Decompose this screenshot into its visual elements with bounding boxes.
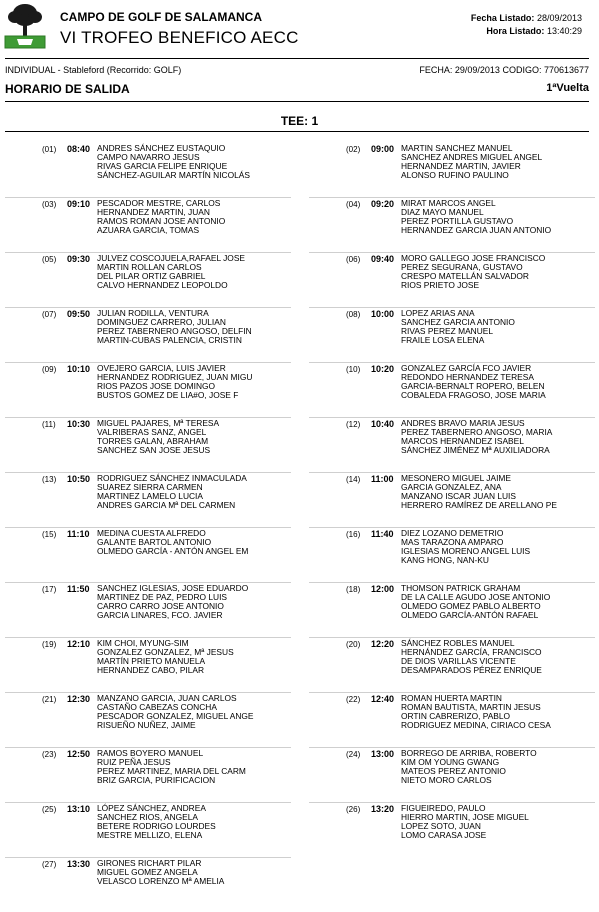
player-list	[401, 804, 529, 840]
player-name: SANCHEZ ANDRES MIGUEL ANGEL	[401, 152, 543, 163]
group-number: (14)	[346, 475, 361, 484]
divider	[5, 101, 589, 102]
tee-group	[309, 473, 595, 528]
group-number: (04)	[346, 200, 361, 209]
tee-time: 10:20	[371, 364, 395, 374]
tee-group	[5, 693, 291, 748]
player-name: DE DIOS VARILLAS VICENTE	[401, 656, 516, 667]
player-name: HERNANDEZ MARTIN, JUAN	[97, 207, 210, 218]
hora-listado	[486, 26, 582, 36]
player-name: DESAMPARADOS PÉREZ ENRIQUE	[401, 665, 542, 676]
tee-time: 10:40	[371, 419, 395, 429]
player-name: RIVAS PEREZ MANUEL	[401, 326, 493, 337]
tee-group	[5, 308, 291, 363]
player-name: GARCIA-BERNALT ROPERO, BELEN	[401, 381, 545, 392]
player-name: IGLESIAS MORENO ANGEL LUIS	[401, 546, 531, 557]
divider	[5, 58, 589, 59]
tee-group	[309, 418, 595, 473]
player-name: PEREZ TABERNERO ANGOSO, DELFIN	[97, 326, 252, 337]
player-name: RAMOS ROMAN JOSE ANTONIO	[97, 216, 226, 227]
player-name: LÓPEZ SÁNCHEZ, ANDREA	[97, 803, 206, 813]
player-name: THOMSON PATRICK GRAHAM	[401, 583, 521, 593]
group-number: (01)	[42, 145, 57, 154]
player-name: HERNANDEZ GARCIA JUAN ANTONIO	[401, 225, 552, 236]
tee-time: 12:00	[371, 584, 395, 594]
player-name: MEDINA CUESTA ALFREDO	[97, 528, 206, 538]
player-list	[97, 364, 252, 400]
tee-group	[5, 143, 291, 198]
player-list	[97, 584, 248, 620]
player-name: MARTINEZ DE PAZ, PEDRO LUIS	[97, 592, 227, 603]
player-name: PESCADOR GONZALEZ, MIGUEL ANGE	[97, 711, 254, 722]
player-name: REDONDO HERNANDEZ TERESA	[401, 372, 534, 383]
player-list	[401, 694, 551, 730]
player-name: ORTIN CABRERIZO, PABLO	[401, 711, 511, 722]
left-column	[5, 143, 291, 912]
player-name: RAMOS BOYERO MANUEL	[97, 748, 204, 758]
group-number: (15)	[42, 530, 57, 539]
player-name: HERNÁNDEZ GARCÍA, FRANCISCO	[401, 647, 542, 658]
player-name: ROMAN HUERTA MARTIN	[401, 693, 502, 703]
player-name: LOMO CARASA JOSE	[401, 830, 487, 841]
group-number: (27)	[42, 860, 57, 869]
player-name: NIETO MORO CARLOS	[401, 775, 492, 786]
player-name: JULVEZ COSCOJUELA,RAFAEL JOSE	[97, 253, 245, 263]
player-list	[97, 419, 219, 455]
player-name: GARCIA GONZALEZ, ANA	[401, 482, 502, 493]
player-list	[97, 529, 248, 556]
player-list	[97, 474, 247, 510]
player-name: RIOS PRIETO JOSE	[401, 280, 480, 291]
tee-time: 12:40	[371, 694, 395, 704]
tee-group	[5, 858, 291, 912]
player-name: MARTIN-CUBAS PALENCIA, CRISTIN	[97, 335, 242, 346]
player-list	[401, 254, 545, 290]
tee-time: 09:40	[371, 254, 395, 264]
player-name: PESCADOR MESTRE, CARLOS	[97, 198, 221, 208]
competition-date-code: FECHA: 29/09/2013 CODIGO: 770613677	[419, 65, 589, 75]
group-number: (20)	[346, 640, 361, 649]
group-number: (07)	[42, 310, 57, 319]
tee-time: 11:40	[371, 529, 394, 539]
tee-group	[309, 583, 595, 638]
player-name: BRIZ GARCIA, PURIFICACION	[97, 775, 216, 786]
tee-time: 09:10	[67, 199, 91, 209]
player-name: PEREZ SEGURANA, GUSTAVO	[401, 262, 523, 273]
tee-time: 09:00	[371, 144, 395, 154]
player-name: BUSTOS GOMEZ DE LIA#O, JOSE F	[97, 390, 239, 401]
player-name: KANG HONG, NAN-KU	[401, 555, 489, 566]
player-list	[401, 584, 550, 620]
tee-group	[5, 803, 291, 858]
player-name: FIGUEIREDO, PAULO	[401, 803, 486, 813]
player-name: VALRIBERAS SANZ, ANGEL	[97, 427, 207, 438]
tee-group	[309, 528, 595, 583]
player-name: SANCHEZ SAN JOSE JESUS	[97, 445, 211, 456]
tee-group	[5, 528, 291, 583]
tee-time: 10:50	[67, 474, 91, 484]
player-name: GALANTE BARTOL ANTONIO	[97, 537, 212, 548]
group-number: (08)	[346, 310, 361, 319]
player-name: AZUARA GARCIA, TOMAS	[97, 225, 200, 236]
group-number: (13)	[42, 475, 57, 484]
player-name: JULIAN RODILLA, VENTURA	[97, 308, 209, 318]
player-name: DEL PILAR ORTIZ GABRIEL	[97, 271, 206, 282]
tee-time: 13:30	[67, 859, 91, 869]
tee-time: 13:10	[67, 804, 91, 814]
player-name: OVEJERO GARCIA, LUIS JAVIER	[97, 363, 226, 373]
tee-time: 11:00	[371, 474, 394, 484]
tee-time: 11:10	[67, 529, 90, 539]
group-number: (26)	[346, 805, 361, 814]
player-name: RIVAS GARCIA FELIPE ENRIQUE	[97, 161, 228, 172]
player-name: DOMINGUEZ CARRERO, JULIAN	[97, 317, 226, 328]
player-name: KIM CHOI, MYUNG-SIM	[97, 638, 189, 648]
round-label: 1ªVuelta	[546, 82, 589, 94]
group-number: (03)	[42, 200, 57, 209]
player-name: ANDRES BRAVO MARIA JESUS	[401, 418, 525, 428]
player-name: OLMEDO GARCÍA - ANTÓN ANGEL EM	[97, 546, 249, 557]
player-name: HERRERO RAMÍREZ DE ARELLANO PE	[401, 500, 557, 511]
group-number: (22)	[346, 695, 361, 704]
player-list	[97, 694, 254, 730]
player-name: SÁNCHEZ-AGUILAR MARTÍN NICOLÁS	[97, 170, 250, 181]
player-name: HERNANDEZ MARTIN, JAVIER	[401, 161, 521, 172]
player-name: SANCHEZ IGLESIAS, JOSE EDUARDO	[97, 583, 249, 593]
group-number: (02)	[346, 145, 361, 154]
player-name: SUAREZ SIERRA CARMEN	[97, 482, 203, 493]
player-name: FRAILE LOSA ELENA	[401, 335, 485, 346]
fecha-listado-value: 28/09/2013	[536, 13, 582, 23]
player-name: MIGUEL PAJARES, Mª TERESA	[97, 418, 220, 428]
player-name: PEREZ MARTINEZ, MARIA DEL CARM	[97, 766, 246, 777]
player-list	[401, 364, 546, 400]
tee-group	[5, 418, 291, 473]
player-name: CAMPO NAVARRO JESUS	[97, 152, 200, 163]
player-list	[97, 859, 224, 886]
player-list	[401, 749, 537, 785]
player-name: MESTRE MELLIZO, ELENA	[97, 830, 203, 841]
player-name: LOPEZ SOTO, JUAN	[401, 821, 481, 832]
player-name: OLMEDO GARCÍA-ANTÓN RAFAEL	[401, 610, 539, 621]
player-list	[401, 309, 515, 345]
player-list	[401, 419, 552, 455]
player-name: CARRO CARRO JOSE ANTONIO	[97, 601, 224, 612]
tee-time: 09:30	[67, 254, 91, 264]
player-name: MARTÍN PRIETO MANUELA	[97, 656, 206, 667]
tee-group	[309, 198, 595, 253]
player-list	[401, 144, 542, 180]
group-number: (18)	[346, 585, 361, 594]
group-number: (17)	[42, 585, 57, 594]
event-title: VI TROFEO BENEFICO AECC	[60, 28, 299, 47]
group-number: (21)	[42, 695, 57, 704]
group-number: (05)	[42, 255, 57, 264]
tee-time: 08:40	[67, 144, 91, 154]
player-name: HIERRO MARTIN, JOSE MIGUEL	[401, 812, 529, 823]
group-number: (11)	[42, 420, 56, 429]
player-name: HERNANDEZ RODRIGUEZ, JUAN MIGU	[97, 372, 253, 383]
player-name: MORO GALLEGO JOSE FRANCISCO	[401, 253, 546, 263]
group-number: (10)	[346, 365, 361, 374]
page-subtitle: HORARIO DE SALIDA	[5, 82, 130, 96]
player-name: VELASCO LORENZO Mª AMELIA	[97, 876, 225, 887]
player-list	[97, 199, 225, 235]
player-name: COBALEDA FRAGOSO, JOSE MARIA	[401, 390, 546, 401]
player-name: HERNANDEZ CABO, PILAR	[97, 665, 205, 676]
player-list	[401, 529, 530, 565]
player-name: MATEOS PEREZ ANTONIO	[401, 766, 506, 777]
player-name: MIGUEL GOMEZ ANGELA	[97, 867, 198, 878]
player-name: PEREZ PORTILLA GUSTAVO	[401, 216, 514, 227]
player-list	[401, 639, 542, 675]
tee-group	[5, 363, 291, 418]
group-number: (09)	[42, 365, 57, 374]
player-list	[97, 804, 216, 840]
tee-group	[309, 693, 595, 748]
right-column	[309, 143, 595, 857]
player-name: DIAZ MAYO MANUEL	[401, 207, 484, 218]
player-name: SÁNCHEZ ROBLES MANUEL	[401, 638, 515, 648]
player-name: BETERE RODRIGO LOURDES	[97, 821, 216, 832]
tee-time: 11:50	[67, 584, 90, 594]
tee-group	[309, 638, 595, 693]
player-name: MARCOS HERNANDEZ ISABEL	[401, 436, 524, 447]
tee-time: 13:00	[371, 749, 395, 759]
tee-time: 10:10	[67, 364, 91, 374]
player-name: ALONSO RUFINO PAULINO	[401, 170, 509, 181]
player-name: KIM OM YOUNG GWANG	[401, 757, 500, 768]
player-name: MAS TARAZONA AMPARO	[401, 537, 504, 548]
tee-group	[309, 253, 595, 308]
player-name: CRESPO MATELLÁN SALVADOR	[401, 271, 529, 282]
group-number: (12)	[346, 420, 361, 429]
player-name: CASTAÑO CABEZAS CONCHA	[97, 702, 217, 713]
group-number: (23)	[42, 750, 57, 759]
fecha-listado-label: Fecha Listado:	[470, 13, 535, 23]
hora-listado-label: Hora Listado:	[486, 26, 545, 36]
player-name: RUIZ PEÑA JESUS	[97, 757, 171, 768]
player-name: SANCHEZ RIOS, ANGELA	[97, 812, 198, 823]
player-name: MARTINEZ LAMELO LUCIA	[97, 491, 203, 502]
player-list	[401, 474, 557, 510]
group-number: (06)	[346, 255, 361, 264]
tee-group	[5, 253, 291, 308]
fecha-listado	[471, 13, 582, 23]
tee-group	[5, 583, 291, 638]
player-name: CALVO HERNANDEZ LEOPOLDO	[97, 280, 228, 291]
group-number: (19)	[42, 640, 57, 649]
player-name: LOPEZ ARIAS ANA	[401, 308, 475, 318]
player-name: MARTIN ROLLAN CARLOS	[97, 262, 202, 273]
player-name: RODRIGUEZ SÁNCHEZ INMACULADA	[97, 473, 247, 483]
divider	[5, 131, 589, 132]
player-name: OLMEDO GOMEZ PABLO ALBERTO	[401, 601, 541, 612]
group-number: (16)	[346, 530, 361, 539]
club-name: CAMPO DE GOLF DE SALAMANCA	[60, 10, 262, 24]
player-list	[97, 254, 245, 290]
tee-time: 12:10	[67, 639, 91, 649]
player-name: GONZALEZ GARCÍA FCO JAVIER	[401, 363, 532, 373]
player-list	[97, 639, 234, 675]
tee-time: 12:50	[67, 749, 91, 759]
tee-group	[309, 748, 595, 803]
player-name: DIEZ LOZANO DEMETRIO	[401, 528, 504, 538]
player-name: RIOS PAZOS JOSE DOMINGO	[97, 381, 216, 392]
tee-time: 12:20	[371, 639, 395, 649]
tee-group	[5, 473, 291, 528]
tee-time: 10:00	[371, 309, 395, 319]
player-name: MIRAT MARCOS ANGEL	[401, 198, 496, 208]
player-name: MARTIN SANCHEZ MANUEL	[401, 143, 513, 153]
player-name: TORRES GALAN, ABRAHAM	[97, 436, 209, 447]
player-name: DE LA CALLE AGUDO JOSE ANTONIO	[401, 592, 551, 603]
player-name: MANZANO ISCAR JUAN LUIS	[401, 491, 516, 502]
tee-time: 09:20	[371, 199, 395, 209]
player-name: ROMAN BAUTISTA, MARTIN JESUS	[401, 702, 541, 713]
tee-group	[309, 308, 595, 363]
player-name: ANDRES SÁNCHEZ EUSTAQUIO	[97, 143, 226, 153]
player-list	[97, 749, 246, 785]
player-list	[97, 309, 252, 345]
player-name: BORREGO DE ARRIBA, ROBERTO	[401, 748, 537, 758]
player-name: MESONERO MIGUEL JAIME	[401, 473, 511, 483]
player-name: RODRIGUEZ MEDINA, CIRIACO CESA	[401, 720, 551, 731]
club-logo	[3, 3, 47, 51]
player-name: SANCHEZ GARCIA ANTONIO	[401, 317, 515, 328]
tee-group	[5, 748, 291, 803]
tee-title: TEE: 1	[280, 114, 319, 128]
player-name: SÁNCHEZ JIMÉNEZ Mª AUXILIADORA	[401, 445, 550, 456]
group-number: (25)	[42, 805, 57, 814]
player-list	[401, 199, 551, 235]
player-name: GONZALEZ GONZALEZ, Mª JESUS	[97, 647, 234, 658]
player-name: GIRONES RICHART PILAR	[97, 858, 202, 868]
tee-group	[309, 803, 595, 857]
player-name: ANDRES GARCIA Mª DEL CARMEN	[97, 500, 236, 511]
tee-group	[309, 143, 595, 198]
player-list	[97, 144, 250, 180]
tee-time: 13:20	[371, 804, 395, 814]
tee-time: 09:50	[67, 309, 91, 319]
player-name: RISUEÑO NUÑEZ, JAIME	[97, 720, 196, 731]
tee-group	[5, 198, 291, 253]
group-number: (24)	[346, 750, 361, 759]
player-name: GARCIA LINARES, FCO. JAVIER	[97, 610, 223, 621]
tee-time: 12:30	[67, 694, 91, 704]
player-name: MANZANO GARCIA, JUAN CARLOS	[97, 693, 237, 703]
tee-group	[5, 638, 291, 693]
hora-listado-value: 13:40:29	[546, 26, 582, 36]
tee-time: 10:30	[67, 419, 91, 429]
player-name: PEREZ TABERNERO ANGOSO, MARIA	[401, 427, 553, 438]
competition-info: INDIVIDUAL - Stableford (Recorrido: GOLF)	[5, 65, 182, 75]
tee-group	[309, 363, 595, 418]
